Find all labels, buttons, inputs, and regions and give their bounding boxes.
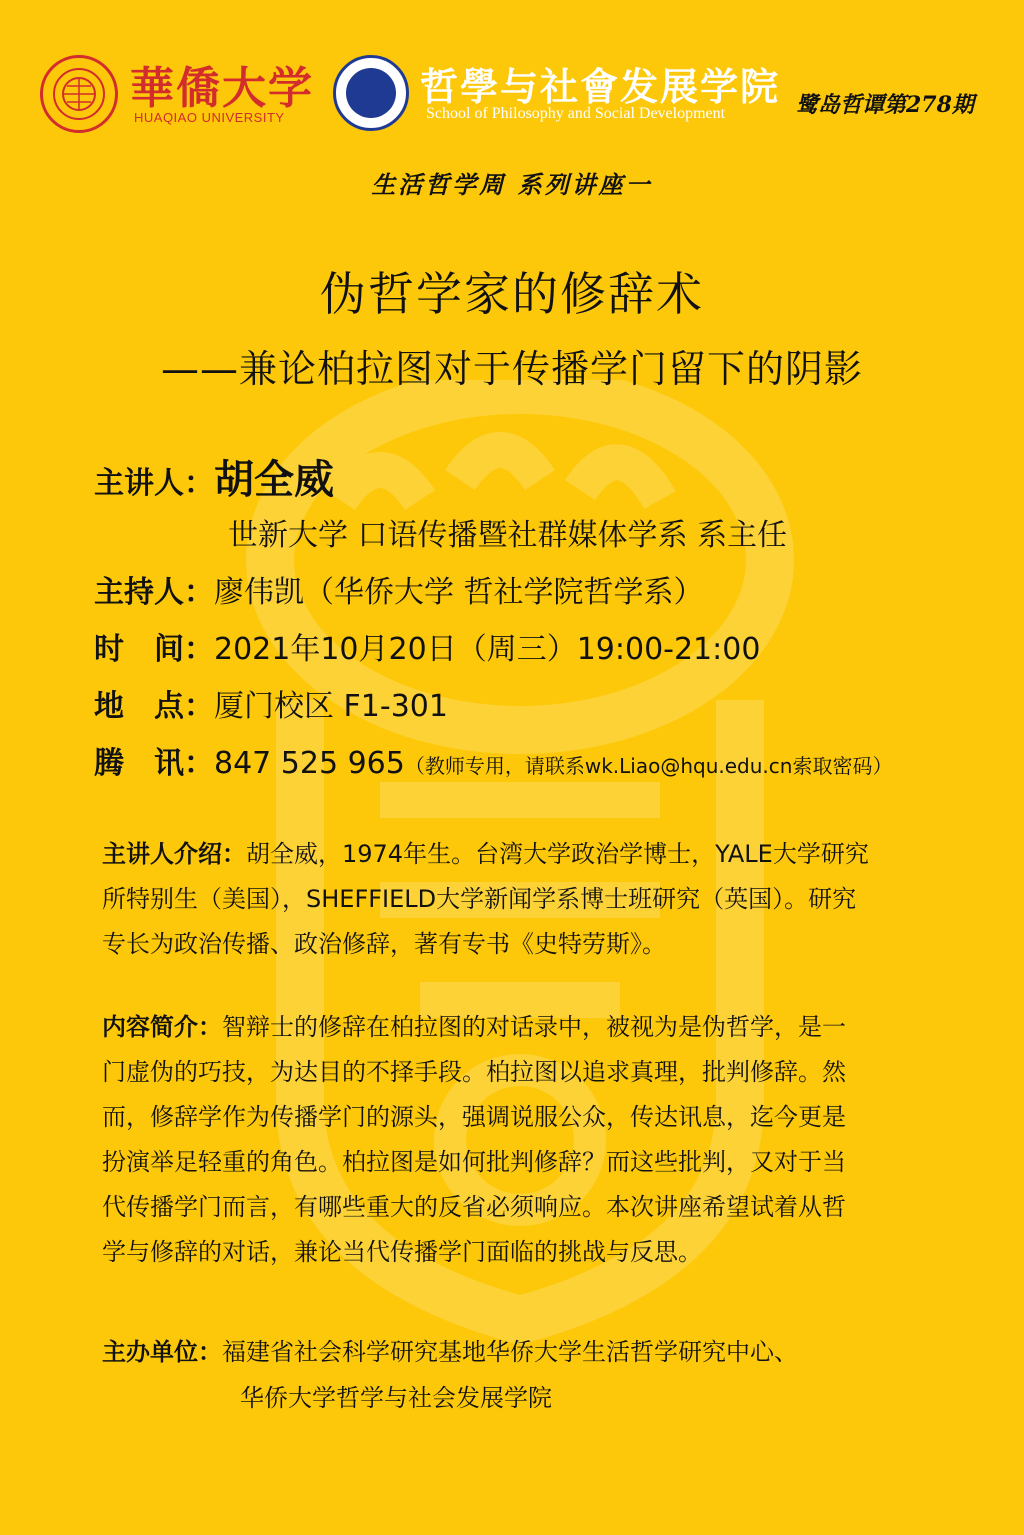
organizer-line-1: 福建省社会科学研究基地华侨大学生活哲学研究中心、 xyxy=(222,1338,798,1366)
speaker-label: 主讲人： xyxy=(94,466,214,501)
school-name-cn: 哲學与社會发展学院 xyxy=(420,64,781,109)
content-intro xyxy=(102,1005,954,1275)
speaker-intro-line: 所特别生（美国），SHEFFIELD大学新闻学系博士班研究（英国）。研究 xyxy=(102,885,857,913)
tencent-meeting-id: 847 525 965 xyxy=(214,746,405,781)
organizer-label: 主办单位： xyxy=(102,1338,222,1366)
place-value: 厦门校区 F1-301 xyxy=(214,689,448,724)
speaker-row xyxy=(94,448,334,505)
time-value: 2021年10月20日（周三）19:00-21:00 xyxy=(214,632,761,667)
place-row xyxy=(94,681,448,725)
school-name-en: School of Philosophy and Social Development xyxy=(426,105,726,122)
host-row xyxy=(94,567,704,611)
host-value: 廖伟凯（华侨大学 哲社学院哲学系） xyxy=(214,575,704,610)
huaqiao-university-seal-icon xyxy=(40,55,118,133)
organizer-line-2: 华侨大学哲学与社会发展学院 xyxy=(240,1384,552,1412)
series-title: 生活哲学周 系列讲座一 xyxy=(371,170,653,199)
speaker-intro-line: 专长为政治传播、政治修辞，著有专书《史特劳斯》。 xyxy=(102,930,666,958)
time-label: 时 间： xyxy=(94,632,214,667)
university-name-cn: 華僑大学 xyxy=(130,63,314,114)
speaker-intro xyxy=(102,832,954,967)
content-intro-line: 扮演举足轻重的角色。柏拉图是如何批判修辞？而这些批判，又对于当 xyxy=(102,1148,846,1176)
university-name-en: HUAQIAO UNIVERSITY xyxy=(134,110,285,125)
content-intro-line: 智辩士的修辞在柏拉图的对话录中，被视为是伪哲学，是一 xyxy=(222,1013,846,1041)
time-row xyxy=(94,624,760,668)
lecture-subtitle: ——兼论柏拉图对于传播学门留下的阴影 xyxy=(160,347,863,391)
content-intro-line: 而，修辞学作为传播学门的源头，强调说服公众，传达讯息，迄今更是 xyxy=(102,1103,846,1131)
host-label: 主持人： xyxy=(94,575,214,610)
place-label: 地 点： xyxy=(94,689,214,724)
speaker-name: 胡全威 xyxy=(214,457,334,503)
content-intro-line: 学与修辞的对话，兼论当代传播学门面临的挑战与反思。 xyxy=(102,1238,702,1266)
speaker-intro-label: 主讲人介绍： xyxy=(102,840,246,868)
tencent-note: （教师专用，请联系wk.Liao@hqu.edu.cn索取密码） xyxy=(404,754,893,778)
lecture-title: 伪哲学家的修辞术 xyxy=(320,267,704,321)
tencent-meeting-row xyxy=(94,738,892,782)
content-intro-label: 内容简介： xyxy=(102,1013,222,1041)
content-intro-line: 代传播学门而言，有哪些重大的反省必须响应。本次讲座希望试着从哲 xyxy=(102,1193,846,1221)
tencent-label: 腾 讯： xyxy=(94,746,214,781)
issue-number: 鹭岛哲谭第278期 xyxy=(796,92,974,118)
organizer xyxy=(102,1330,954,1375)
school-seal-icon xyxy=(333,55,409,131)
speaker-intro-line: 胡全威，1974年生。台湾大学政治学博士，YALE大学研究 xyxy=(246,840,869,868)
header xyxy=(0,0,1024,140)
content-intro-line: 门虚伪的巧技，为达目的不择手段。柏拉图以追求真理，批判修辞。然 xyxy=(102,1058,846,1086)
speaker-affiliation: 世新大学 口语传播暨社群媒体学系 系主任 xyxy=(228,518,788,553)
